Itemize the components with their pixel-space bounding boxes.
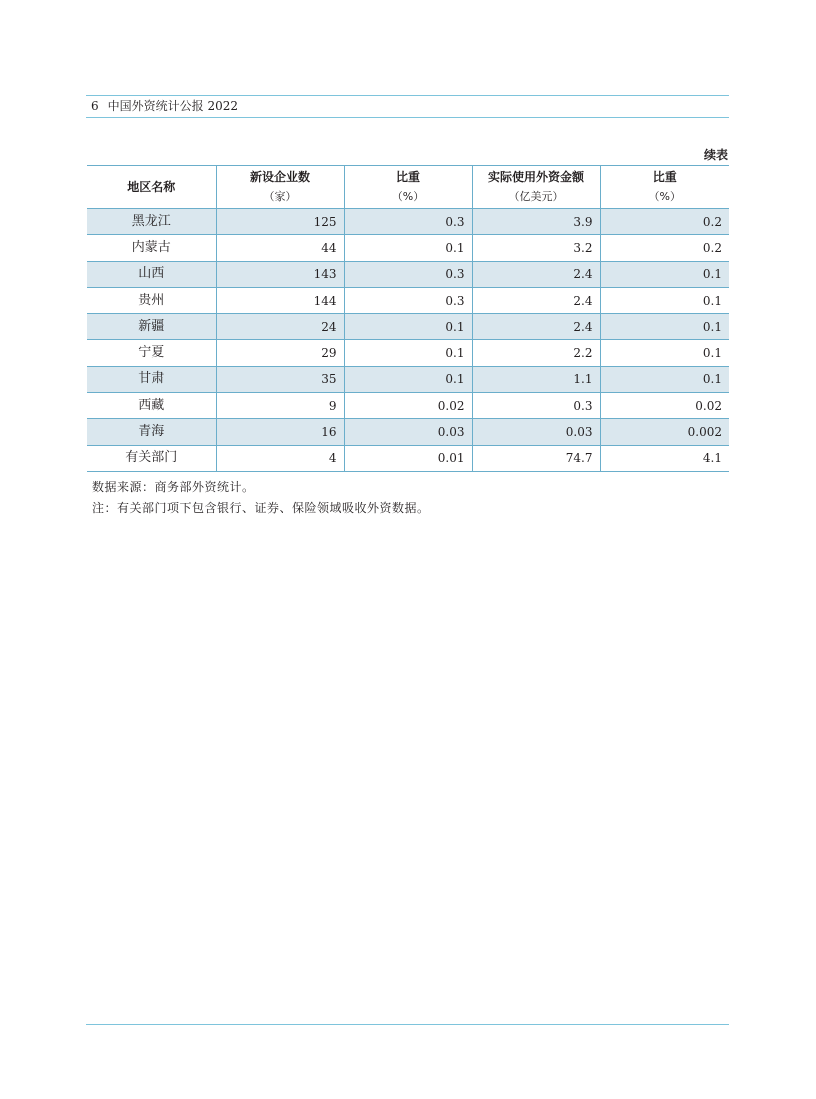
fdi-share-cell: 0.1 [600,366,729,392]
new-firms-cell: 143 [216,261,344,287]
actual-fdi-cell: 2.4 [472,287,600,313]
region-cell: 青海 [138,424,165,440]
firms-share-cell: 0.02 [344,393,472,419]
new-firms-cell: 9 [216,393,344,419]
new-firms-cell: 24 [216,314,344,340]
table-row [87,261,729,287]
firms-share-cell: 0.1 [344,340,472,366]
table-row [87,393,729,419]
region-cell: 甘肃 [138,371,165,387]
actual-fdi-cell: 2.4 [472,261,600,287]
column-header-unit: （%） [648,190,681,203]
region-cell: 宁夏 [138,345,165,361]
column-header-name: 地区名称 [127,180,176,194]
actual-fdi-cell: 74.7 [472,445,600,471]
column-header-name: 实际使用外资金额 [487,170,584,184]
table-row [87,314,729,340]
firms-share-cell: 0.1 [344,235,472,261]
region-cell: 贵州 [138,292,165,308]
column-header-new-firms [216,166,344,209]
fdi-share-cell: 0.02 [600,393,729,419]
continued-label: 续表 [703,148,728,162]
column-header-region [87,166,216,209]
actual-fdi-cell: 0.03 [472,419,600,445]
column-header-actual-fdi [472,166,600,209]
actual-fdi-cell: 2.4 [472,314,600,340]
table-row [87,445,729,471]
footnote: 注：有关部门项下包含银行、证券、保险领域吸收外资数据。 [92,501,430,515]
new-firms-cell: 125 [216,209,344,235]
data-source-note: 数据来源：商务部外资统计。 [92,480,255,494]
publication-title: 中国外资统计公报 2022 [107,99,238,113]
column-header-name: 新设企业数 [249,170,310,184]
firms-share-cell: 0.1 [344,314,472,340]
new-firms-cell: 16 [216,419,344,445]
actual-fdi-cell: 3.9 [472,209,600,235]
fdi-share-cell: 0.1 [600,340,729,366]
table-row [87,209,729,235]
header-rule-bottom [86,117,729,118]
table-row [87,287,729,313]
actual-fdi-cell: 3.2 [472,235,600,261]
firms-share-cell: 0.3 [344,261,472,287]
new-firms-cell: 35 [216,366,344,392]
fdi-share-cell: 0.002 [600,419,729,445]
table-row [87,419,729,445]
firms-share-cell: 0.3 [344,287,472,313]
column-header-fdi-share [600,166,729,209]
fdi-share-cell: 0.1 [600,314,729,340]
footer-rule [86,1024,729,1025]
new-firms-cell: 44 [216,235,344,261]
actual-fdi-cell: 1.1 [472,366,600,392]
region-cell: 有关部门 [125,450,178,466]
actual-fdi-cell: 0.3 [472,393,600,419]
fdi-share-cell: 0.2 [600,235,729,261]
page-number: 6 [91,99,99,113]
new-firms-cell: 144 [216,287,344,313]
column-header-name: 比重 [395,170,420,184]
new-firms-cell: 4 [216,445,344,471]
column-header-unit: （家） [263,190,297,203]
column-header-unit: （亿美元） [508,190,564,203]
column-header-firms-share [344,166,472,209]
column-header-unit: （%） [391,190,425,203]
table-row [87,340,729,366]
header-rule-top [86,95,729,96]
statistics-table [87,165,729,472]
firms-share-cell: 0.03 [344,419,472,445]
region-cell: 山西 [138,266,165,282]
fdi-share-cell: 0.2 [600,209,729,235]
firms-share-cell: 0.01 [344,445,472,471]
firms-share-cell: 0.3 [344,209,472,235]
table-row [87,235,729,261]
fdi-share-cell: 0.1 [600,287,729,313]
actual-fdi-cell: 2.2 [472,340,600,366]
new-firms-cell: 29 [216,340,344,366]
region-cell: 西藏 [138,397,165,413]
running-head [91,99,238,113]
fdi-share-cell: 4.1 [600,445,729,471]
fdi-share-cell: 0.1 [600,261,729,287]
region-cell: 内蒙古 [131,239,171,255]
table-header-row [87,166,729,209]
table-row [87,366,729,392]
firms-share-cell: 0.1 [344,366,472,392]
column-header-name: 比重 [652,170,677,184]
region-cell: 黑龙江 [131,213,171,229]
region-cell: 新疆 [138,318,165,334]
